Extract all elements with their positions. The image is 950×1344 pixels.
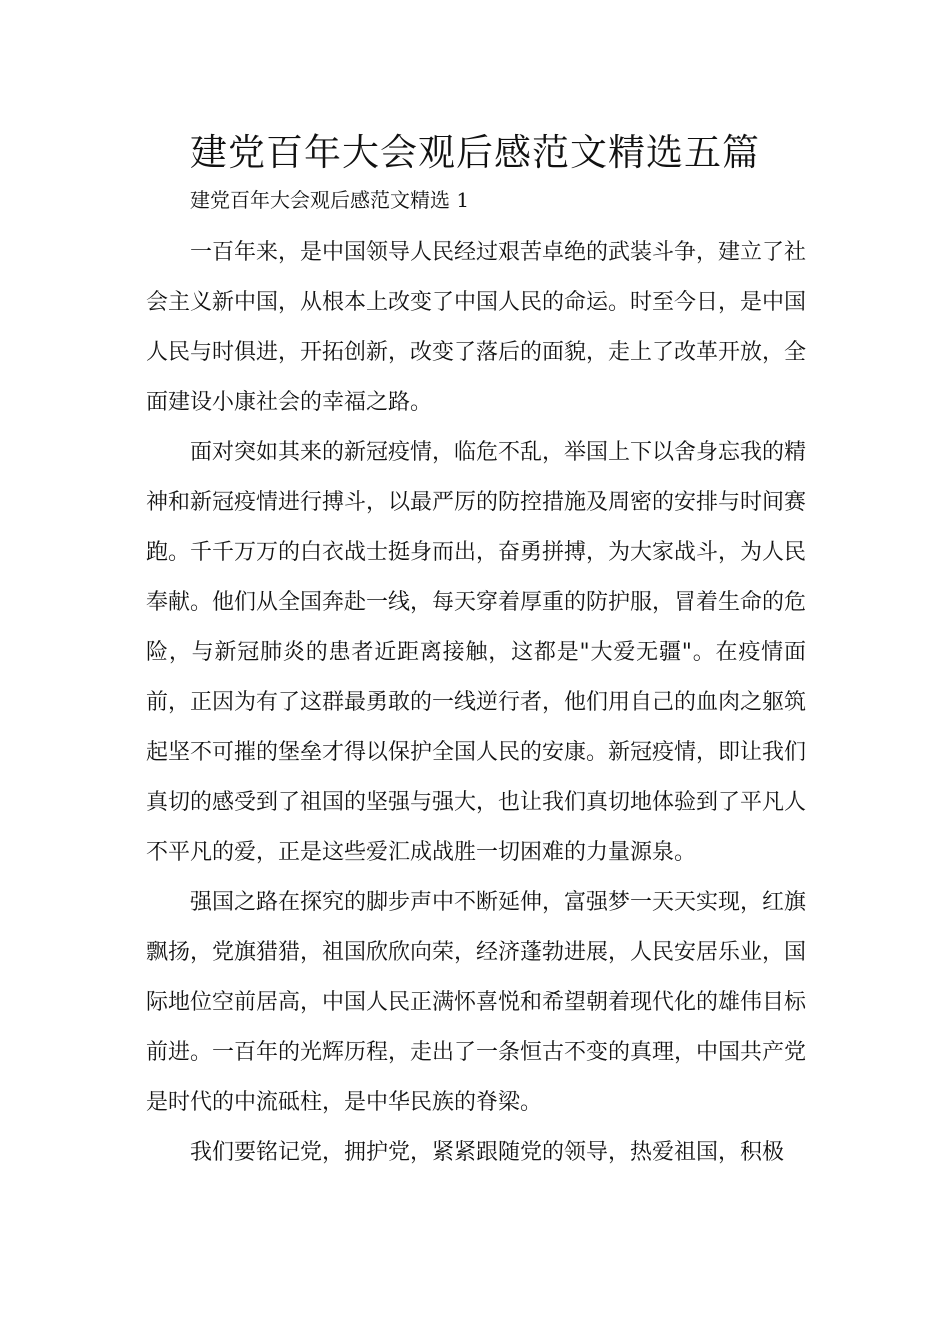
paragraph-4: 我们要铭记党，拥护党，紧紧跟随党的领导，热爱祖国，积极 — [190, 1140, 785, 1165]
section-heading: 建党百年大会观后感范文精选 1 — [190, 188, 470, 212]
document-title: 建党百年大会观后感范文精选五篇 — [190, 131, 760, 174]
paragraph-2: 面对突如其来的新冠疫情，临危不乱，举国上下以舍身忘我的精神和新冠疫情进行搏斗，以最严厉的防控措施及周密的安排与时间赛跑。千千万万的白衣战士挺身而出，奋勇拼搏，为大家战斗，为人民奉献。他们从全国奔赴一线，每天穿着厚重的防护服，冒着生命的危险，与新冠肺炎的患者近距离接触，这都是"大爱无疆"。在疫情面前，正因为有了这群最勇敢的一线逆行者，他们用自己的血肉之躯筑起坚不可摧的堡垒才得以保护全国人民的安康。新冠疫情，即让我们真切的感受到了祖国的坚强与强大，也让我们真切地体验到了平凡人不平凡的爱，正是这些爱汇成战胜一切困难的力量源泉。 — [146, 440, 807, 865]
paragraph-3: 强国之路在探究的脚步声中不断延伸，富强梦一天天实现，红旗飘扬，党旗猎猎，祖国欣欣向荣，经济蓬勃进展，人民安居乐业，国际地位空前居高，中国人民正满怀喜悦和希望朝着现代化的雄伟目标前进。一百年的光辉历程，走出了一条恒古不变的真理，中国共产党是时代的中流砥柱，是中华民族的脊梁。 — [146, 890, 807, 1115]
document-body — [146, 228, 806, 1178]
paragraph-1: 一百年来，是中国领导人民经过艰苦卓绝的武装斗争，建立了社会主义新中国，从根本上改变了中国人民的命运。时至今日，是中国人民与时俱进，开拓创新，改变了落后的面貌，走上了改革开放，全面建设小康社会的幸福之路。 — [146, 240, 807, 415]
